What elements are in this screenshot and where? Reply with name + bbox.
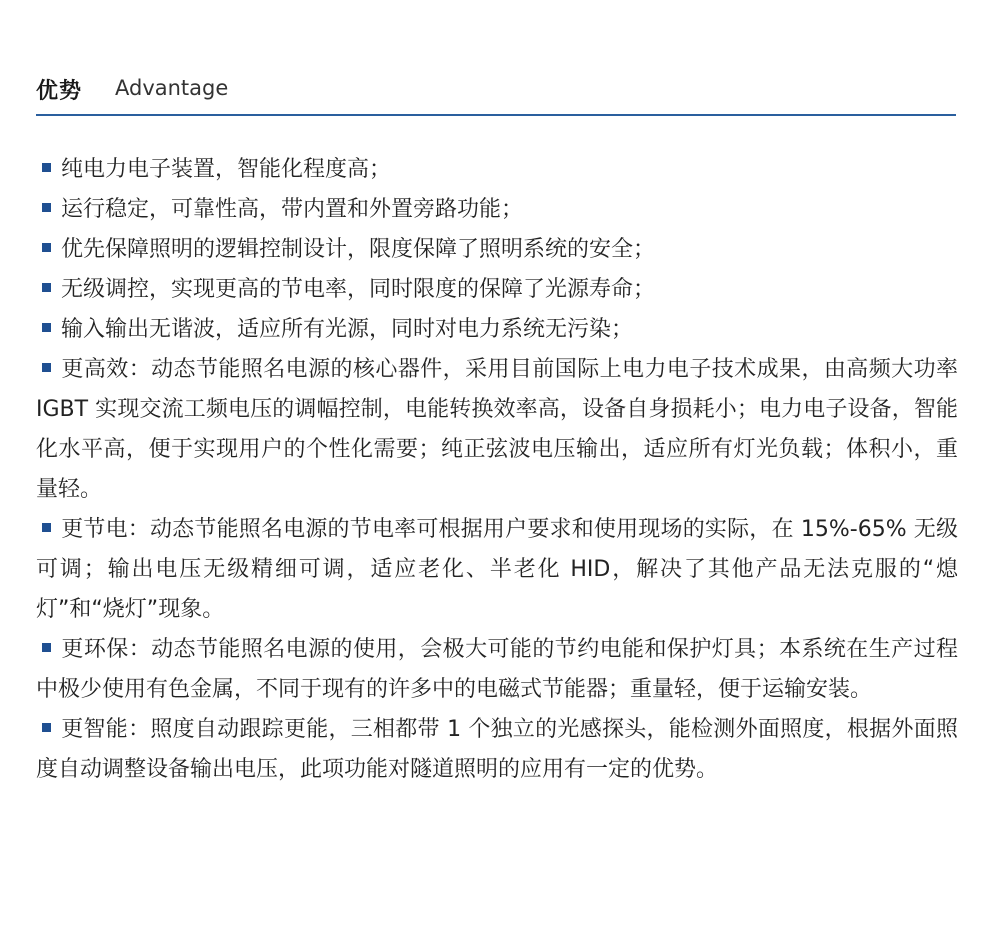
list-item-text: 纯电力电子装置，智能化程度高；	[61, 157, 392, 182]
list-item-text: 更环保：动态节能照名电源的使用，会极大可能的节约电能和保护灯具；本系统在生产过程中极少使用有色金属，不同于现有的许多中的电磁式节能器；重量轻，便于运输安装。	[36, 637, 958, 702]
list-item	[36, 710, 958, 790]
list-item-text: 更节电：动态节能照名电源的节电率可根据用户要求和使用现场的实际，在 15%-65% 无级可调；输出电压无级精细可调，适应老化、半老化 HID，解决了其他产品无法克服的“熄灯”和“烧灯”现象。	[36, 517, 958, 622]
list-item-text: 输入输出无谐波，适应所有光源，同时对电力系统无污染；	[61, 317, 634, 342]
list-item	[36, 150, 958, 190]
square-bullet-icon	[42, 243, 51, 252]
square-bullet-icon	[42, 323, 51, 332]
list-item-text: 优先保障照明的逻辑控制设计，限度保障了照明系统的安全；	[61, 237, 656, 262]
square-bullet-icon	[42, 723, 51, 732]
square-bullet-icon	[42, 203, 51, 212]
header-divider	[36, 114, 956, 116]
list-item	[36, 510, 958, 630]
list-item	[36, 190, 958, 230]
list-item-text: 更高效：动态节能照名电源的核心器件，采用目前国际上电力电子技术成果，由高频大功率 IGBT 实现交流工频电压的调幅控制，电能转换效率高，设备自身损耗小；电力电子设备，智能化水平高，便于实现用户的个性化需要；纯正弦波电压输出，适应所有灯光负载；体积小，重量轻。	[36, 357, 958, 502]
list-item	[36, 230, 958, 270]
square-bullet-icon	[42, 523, 51, 532]
list-item	[36, 270, 958, 310]
square-bullet-icon	[42, 283, 51, 292]
list-item-text: 无级调控，实现更高的节电率，同时限度的保障了光源寿命；	[61, 277, 656, 302]
advantage-list	[36, 150, 958, 790]
square-bullet-icon	[42, 163, 51, 172]
section-title-en: Advantage	[115, 76, 229, 100]
square-bullet-icon	[42, 363, 51, 372]
list-item-text: 更智能：照度自动跟踪更能，三相都带 1 个独立的光感探头，能检测外面照度，根据外面照度自动调整设备输出电压，此项功能对隧道照明的应用有一定的优势。	[36, 717, 958, 782]
square-bullet-icon	[42, 643, 51, 652]
list-item	[36, 630, 958, 710]
list-item	[36, 310, 958, 350]
section-title-cn: 优势	[36, 79, 83, 104]
list-item	[36, 350, 958, 510]
list-item-text: 运行稳定，可靠性高，带内置和外置旁路功能；	[61, 197, 524, 222]
section-header	[36, 72, 956, 114]
